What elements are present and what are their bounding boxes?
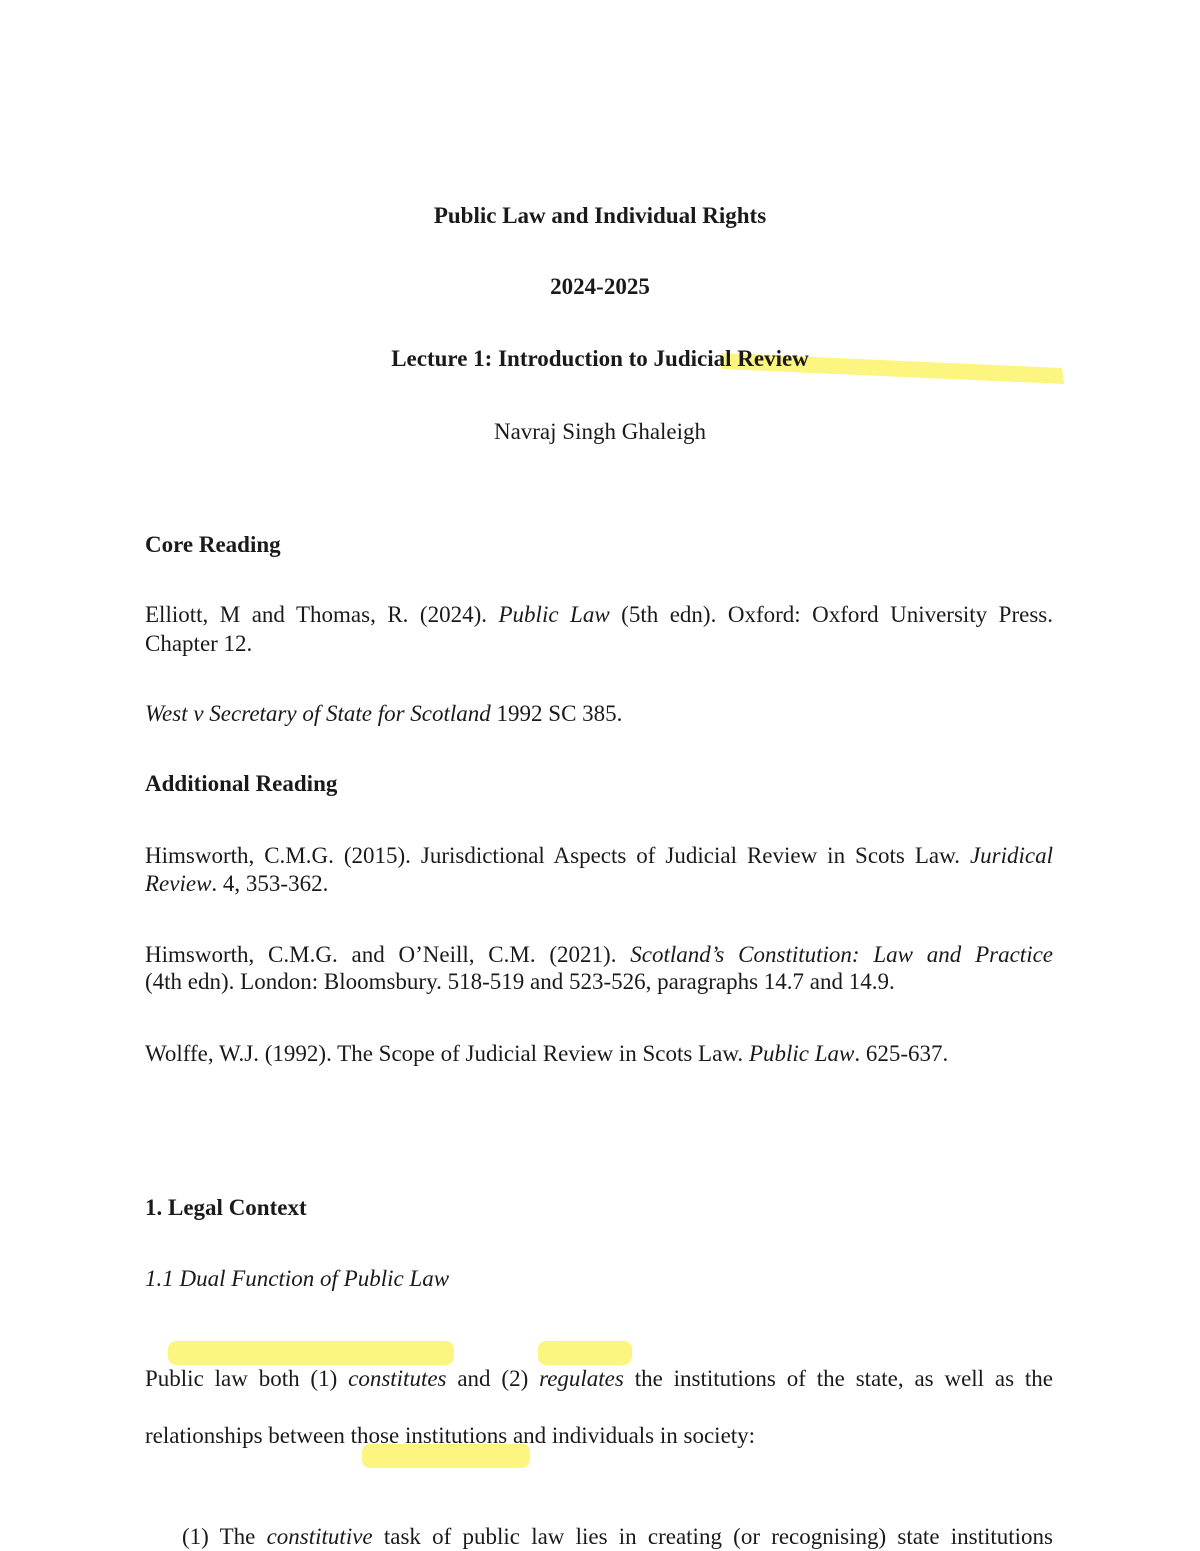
- additional-reading-heading: Additional Reading: [145, 771, 338, 796]
- citation-text: Himsworth, C.M.G. (2015). Jurisdictional Aspects of Judicial Review in Scots Law.: [145, 843, 970, 868]
- lecture-title: Lecture 1: Introduction to Judicial Review: [391, 346, 809, 371]
- journal-name: Juridical: [969, 843, 1053, 868]
- section-1-paragraph-line-1: [145, 1365, 1053, 1393]
- citation-pages: . 4, 353-362.: [211, 871, 329, 896]
- section-1-heading: 1. Legal Context: [145, 1195, 307, 1220]
- course-title: Public Law and Individual Rights: [433, 203, 767, 228]
- book-title: Public Law: [498, 602, 610, 627]
- citation-authors: Elliott, M and Thomas, R. (2024).: [145, 602, 499, 627]
- citation-publisher: (5th edn). Oxford: Oxford University Press.: [609, 602, 1053, 627]
- section-1-paragraph-line-2: relationships between those institutions and individuals in society:: [145, 1423, 756, 1448]
- point-text: task of public law lies in creating (or recognising) state institutions: [372, 1524, 1053, 1549]
- book-title: Scotland’s Constitution: Law and Practice: [630, 942, 1053, 967]
- core-reading-item-1: [145, 601, 1053, 629]
- additional-reading-item-2: [145, 941, 1053, 969]
- journal-name: Public Law: [748, 1041, 855, 1066]
- core-reading-item-1-chapter: Chapter 12.: [145, 631, 253, 656]
- citation-authors: Himsworth, C.M.G. and O’Neill, C.M. (2021).: [145, 942, 631, 967]
- citation-pages: . 625-637.: [854, 1041, 949, 1066]
- academic-year: 2024-2025: [550, 274, 650, 299]
- point-constitutive: constitutive: [266, 1524, 373, 1549]
- citation-text: Wolffe, W.J. (1992). The Scope of Judicial Review in Scots Law.: [145, 1041, 749, 1066]
- para-text: and (2): [446, 1366, 540, 1391]
- additional-reading-item-2-line2: (4th edn). London: Bloomsbury. 518-519 and 523-526, paragraphs 14.7 and 14.9.: [145, 969, 895, 994]
- para-constitutes: constitutes: [348, 1366, 447, 1391]
- author-name: Navraj Singh Ghaleigh: [493, 419, 707, 444]
- case-name: West v Secretary of State for Scotland: [145, 701, 491, 726]
- section-1-1-subheading: 1.1 Dual Function of Public Law: [145, 1266, 450, 1291]
- section-1-point-1: [182, 1523, 1053, 1551]
- additional-reading-item-1: [145, 842, 1053, 870]
- highlight-mark: [538, 1341, 632, 1365]
- para-text: the institutions of the state, as well as the: [623, 1366, 1054, 1391]
- core-reading-item-2: [145, 700, 622, 728]
- additional-reading-item-3: [145, 1040, 948, 1068]
- para-regulates: regulates: [539, 1366, 624, 1391]
- journal-name-cont: Review: [145, 871, 212, 896]
- core-reading-heading: Core Reading: [145, 532, 281, 557]
- para-text: Public law both (1): [145, 1366, 349, 1391]
- point-text: (1) The: [182, 1524, 267, 1549]
- additional-reading-item-1-line2: [145, 870, 328, 898]
- case-citation: 1992 SC 385.: [490, 701, 623, 726]
- highlight-mark: [168, 1341, 454, 1365]
